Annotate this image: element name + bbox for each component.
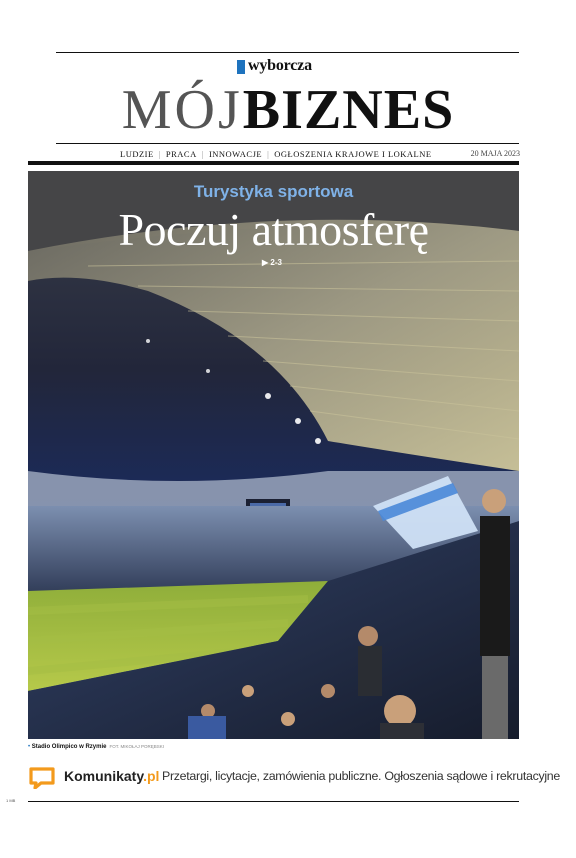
photo-credit: FOT. MIKOŁAJ PORĘBSKI [109, 744, 164, 749]
footnote: 1 MB [6, 798, 16, 803]
nav-item-innowacje[interactable]: INNOWACJE [208, 149, 263, 159]
caption-text: Stadio Olimpico w Rzymie [31, 744, 107, 750]
ad-brand-name: Komunikaty [64, 768, 144, 784]
masthead-title-bold: BIZNES [242, 79, 455, 141]
nav-item-ogloszenia[interactable]: OGŁOSZENIA KRAJOWE I LOKALNE [274, 149, 432, 159]
komunikaty-brand[interactable] [64, 768, 159, 784]
wyborcza-logo: wyborcza [248, 57, 312, 74]
cover-headline: Poczuj atmosferę [118, 204, 429, 255]
nav-separator: | [267, 149, 270, 159]
photo-caption [28, 744, 164, 750]
caption-marker: • [28, 744, 31, 750]
nav-item-ludzie[interactable]: LUDZIE [120, 149, 154, 159]
masthead-title [0, 80, 576, 140]
ad-text: Przetargi, licytacje, zamówienia publiczne. Ogłoszenia sądowe i rekrutacyjne [162, 769, 560, 783]
stadium-photo-illustration [28, 171, 519, 739]
wyborcza-logo-mark [237, 60, 245, 74]
nav-item-praca[interactable]: PRACA [165, 149, 197, 159]
ad-brand-tld: .pl [143, 768, 160, 784]
cover-photo [28, 171, 519, 739]
nav-separator: | [158, 149, 161, 159]
issue-date: 20 MAJA 2023 [470, 149, 520, 158]
masthead-rule [56, 143, 519, 144]
page-reference[interactable]: ▶ 2-3 [262, 258, 282, 267]
section-nav [120, 149, 432, 159]
komunikaty-logo-icon [28, 765, 56, 789]
nav-separator: | [201, 149, 204, 159]
top-rule [56, 52, 519, 53]
nav-thick-rule [28, 161, 519, 165]
cover-kicker: Turystyka sportowa [193, 182, 354, 201]
bottom-rule [28, 801, 519, 802]
masthead-title-thin: MÓJ [121, 79, 243, 141]
